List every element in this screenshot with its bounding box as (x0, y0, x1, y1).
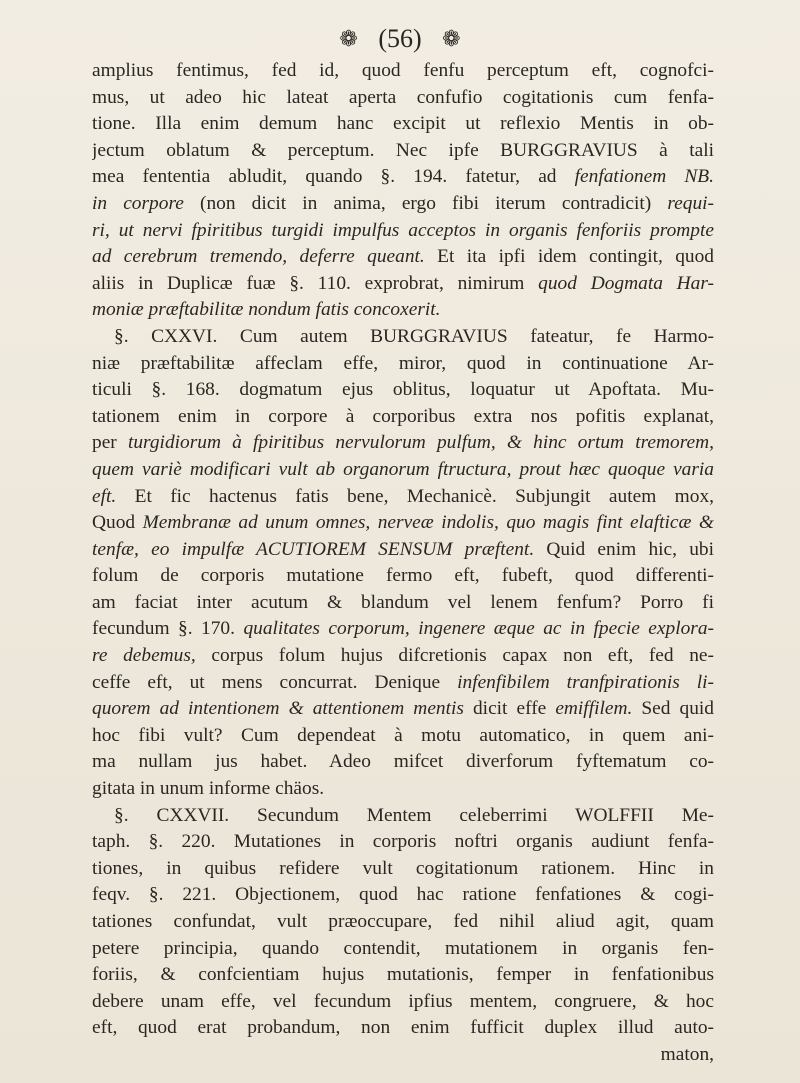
roman-segment: Quod (92, 512, 143, 534)
roman-segment: feqv. §. 221. Objectionem, quod hac ratione fenfationes & cogi- (92, 884, 714, 906)
roman-segment: hoc fibi vult? Cum dependeat à motu automatico, in quem ani- (92, 724, 714, 746)
roman-segment: taph. §. 220. Mutationes in corporis noftri organis audiunt fenfa- (92, 831, 714, 853)
roman-segment: dicit effe (463, 698, 556, 720)
roman-segment: per (92, 432, 128, 454)
roman-segment: foriis, & confcientiam hujus mutationis, femper in fenfationibus (92, 964, 714, 986)
roman-segment: aliis in Duplicæ fuæ §. 110. exprobrat, nimirum (92, 272, 539, 294)
italic-segment: infenfibilem tranfpirationis li- (457, 671, 714, 693)
roman-segment: mus, ut adeo hic lateat aperta confufio cogitationis cum fenfa- (92, 86, 714, 108)
roman-segment: (non dicit in anima, ergo fibi iterum contradicit) (183, 192, 668, 214)
ornament-right-icon: ❁ (442, 26, 461, 51)
roman-segment: eft, quod erat probandum, non enim fufficit duplex illud auto- (92, 1017, 714, 1039)
text-line (92, 351, 714, 378)
italic-segment: Membranæ ad unum omnes, nerveæ indolis, quo magis fint elafticæ & (142, 512, 714, 534)
text-line (92, 936, 714, 963)
text-line (92, 803, 714, 830)
roman-segment: §. CXXVII. Secundum Mentem celeberrimi WOLFFII Me- (114, 804, 714, 826)
roman-segment: Sed quid (632, 698, 714, 720)
text-line (92, 430, 714, 457)
roman-segment: tiones, in quibus refidere vult cogitationum rationem. Hinc in (92, 857, 714, 879)
text-line (92, 696, 714, 723)
text-line (92, 404, 714, 431)
text-line (92, 829, 714, 856)
text-line (92, 138, 714, 165)
italic-segment: quorem ad intentionem & attentionem mentis (92, 698, 464, 720)
italic-segment: re debemus, (92, 645, 196, 667)
text-line (92, 723, 714, 750)
text-line (92, 1015, 714, 1042)
italic-segment: emiffilem. (555, 698, 633, 720)
roman-segment: am faciat inter acutum & blandum vel lenem fenfum? Porro fi (92, 591, 714, 613)
roman-segment: Et ita ipfi idem contingit, quod (424, 246, 714, 268)
italic-segment: requi- (667, 192, 714, 214)
text-line (92, 537, 714, 564)
text-line (92, 457, 714, 484)
text-line (92, 962, 714, 989)
italic-segment: moniæ præftabilitæ nondum fatis concoxerit. (92, 299, 441, 321)
italic-segment: fenfationem NB. (574, 166, 714, 188)
text-line (92, 164, 714, 191)
roman-segment: amplius fentimus, fed id, quod fenfu perceptum eft, cognofci- (92, 60, 714, 81)
text-line (92, 749, 714, 776)
roman-segment: corpus folum hujus difcretionis capax non eft, fed ne- (195, 645, 714, 667)
text-line (92, 776, 714, 803)
text-line (92, 58, 714, 85)
roman-segment: tationes confundat, vult præoccupare, fed nihil aliud agit, quam (92, 911, 714, 932)
text-line (92, 670, 714, 697)
italic-segment: quem variè modificari vult ab organorum ftructura, prout hæc quoque varia (92, 458, 714, 480)
text-line (92, 85, 714, 112)
text-line (92, 909, 714, 936)
text-line (92, 484, 714, 511)
text-line (92, 244, 714, 271)
roman-segment: tione. Illa enim demum hanc excipit ut reflexio Mentis in ob- (92, 113, 714, 135)
roman-segment: ceffe eft, ut mens concurrat. Denique (92, 671, 458, 693)
text-line (92, 111, 714, 138)
italic-segment: qualitates corporum, ingenere æque ac in fpecie explora- (243, 618, 714, 640)
body-text (92, 58, 714, 1069)
roman-segment: debere unam effe, vel fecundum ipfius mentem, congruere, & hoc (92, 990, 714, 1012)
roman-segment: tationem enim in corpore à corporibus extra nos pofitis explanat, (92, 405, 714, 427)
text-line (92, 1042, 714, 1069)
page-header (0, 24, 800, 54)
roman-segment: folum de corporis mutatione fermo eft, fubeft, quod differenti- (92, 565, 714, 587)
text-line (92, 563, 714, 590)
ornament-left-icon: ❁ (339, 26, 358, 51)
italic-segment: quod Dogmata Har- (538, 272, 714, 294)
roman-segment: jectum oblatum & perceptum. Nec ipfe BURGGRAVIUS à tali (92, 139, 714, 161)
italic-segment: eft. (92, 485, 117, 507)
roman-segment: Quid enim hic, ubi (534, 538, 714, 560)
text-line (92, 510, 714, 537)
roman-segment: mea fententia abludit, quando §. 194. fatetur, ad (92, 166, 575, 188)
page-number: (56) (378, 24, 422, 53)
text-line (92, 297, 714, 324)
roman-segment: petere principia, quando contendit, mutationem in organis fen- (92, 937, 714, 959)
text-line (92, 324, 714, 351)
roman-segment: §. CXXVI. Cum autem BURGGRAVIUS fateatur, fe Harmo- (114, 325, 714, 347)
roman-segment: fecundum §. 170. (92, 618, 244, 640)
italic-segment: turgidiorum à fpiritibus nervulorum pulfum, & hinc ortum tremorem, (127, 432, 714, 454)
text-line (92, 590, 714, 617)
roman-segment: niæ præftabilitæ affeclam effe, miror, quod in continuatione Ar- (92, 352, 714, 374)
italic-segment: in corpore (92, 192, 184, 214)
roman-segment: gitata in unum informe chäos. (92, 778, 325, 800)
italic-segment: tenfæ, eo impulfæ ACUTIOREM SENSUM præftent. (92, 538, 535, 560)
roman-segment: ticuli §. 168. dogmatum ejus oblitus, loquatur ut Apoftata. Mu- (92, 379, 714, 401)
text-line (92, 882, 714, 909)
text-line (92, 616, 714, 643)
text-line (92, 191, 714, 218)
text-line (92, 989, 714, 1016)
text-line (92, 856, 714, 883)
italic-segment: ri, ut nervi fpiritibus turgidi impulfus acceptos in organis fenforiis prompte (92, 219, 714, 241)
text-line (92, 218, 714, 245)
italic-segment: ad cerebrum tremendo, deferre queant. (92, 246, 425, 268)
roman-segment: Et fic hactenus fatis bene, Mechanicè. Subjungit autem mox, (116, 485, 714, 507)
roman-segment: maton, (660, 1043, 714, 1065)
text-line (92, 271, 714, 298)
text-line (92, 643, 714, 670)
roman-segment: ma nullam jus habet. Adeo mifcet diverforum fyftematum co- (92, 751, 714, 773)
text-line (92, 377, 714, 404)
